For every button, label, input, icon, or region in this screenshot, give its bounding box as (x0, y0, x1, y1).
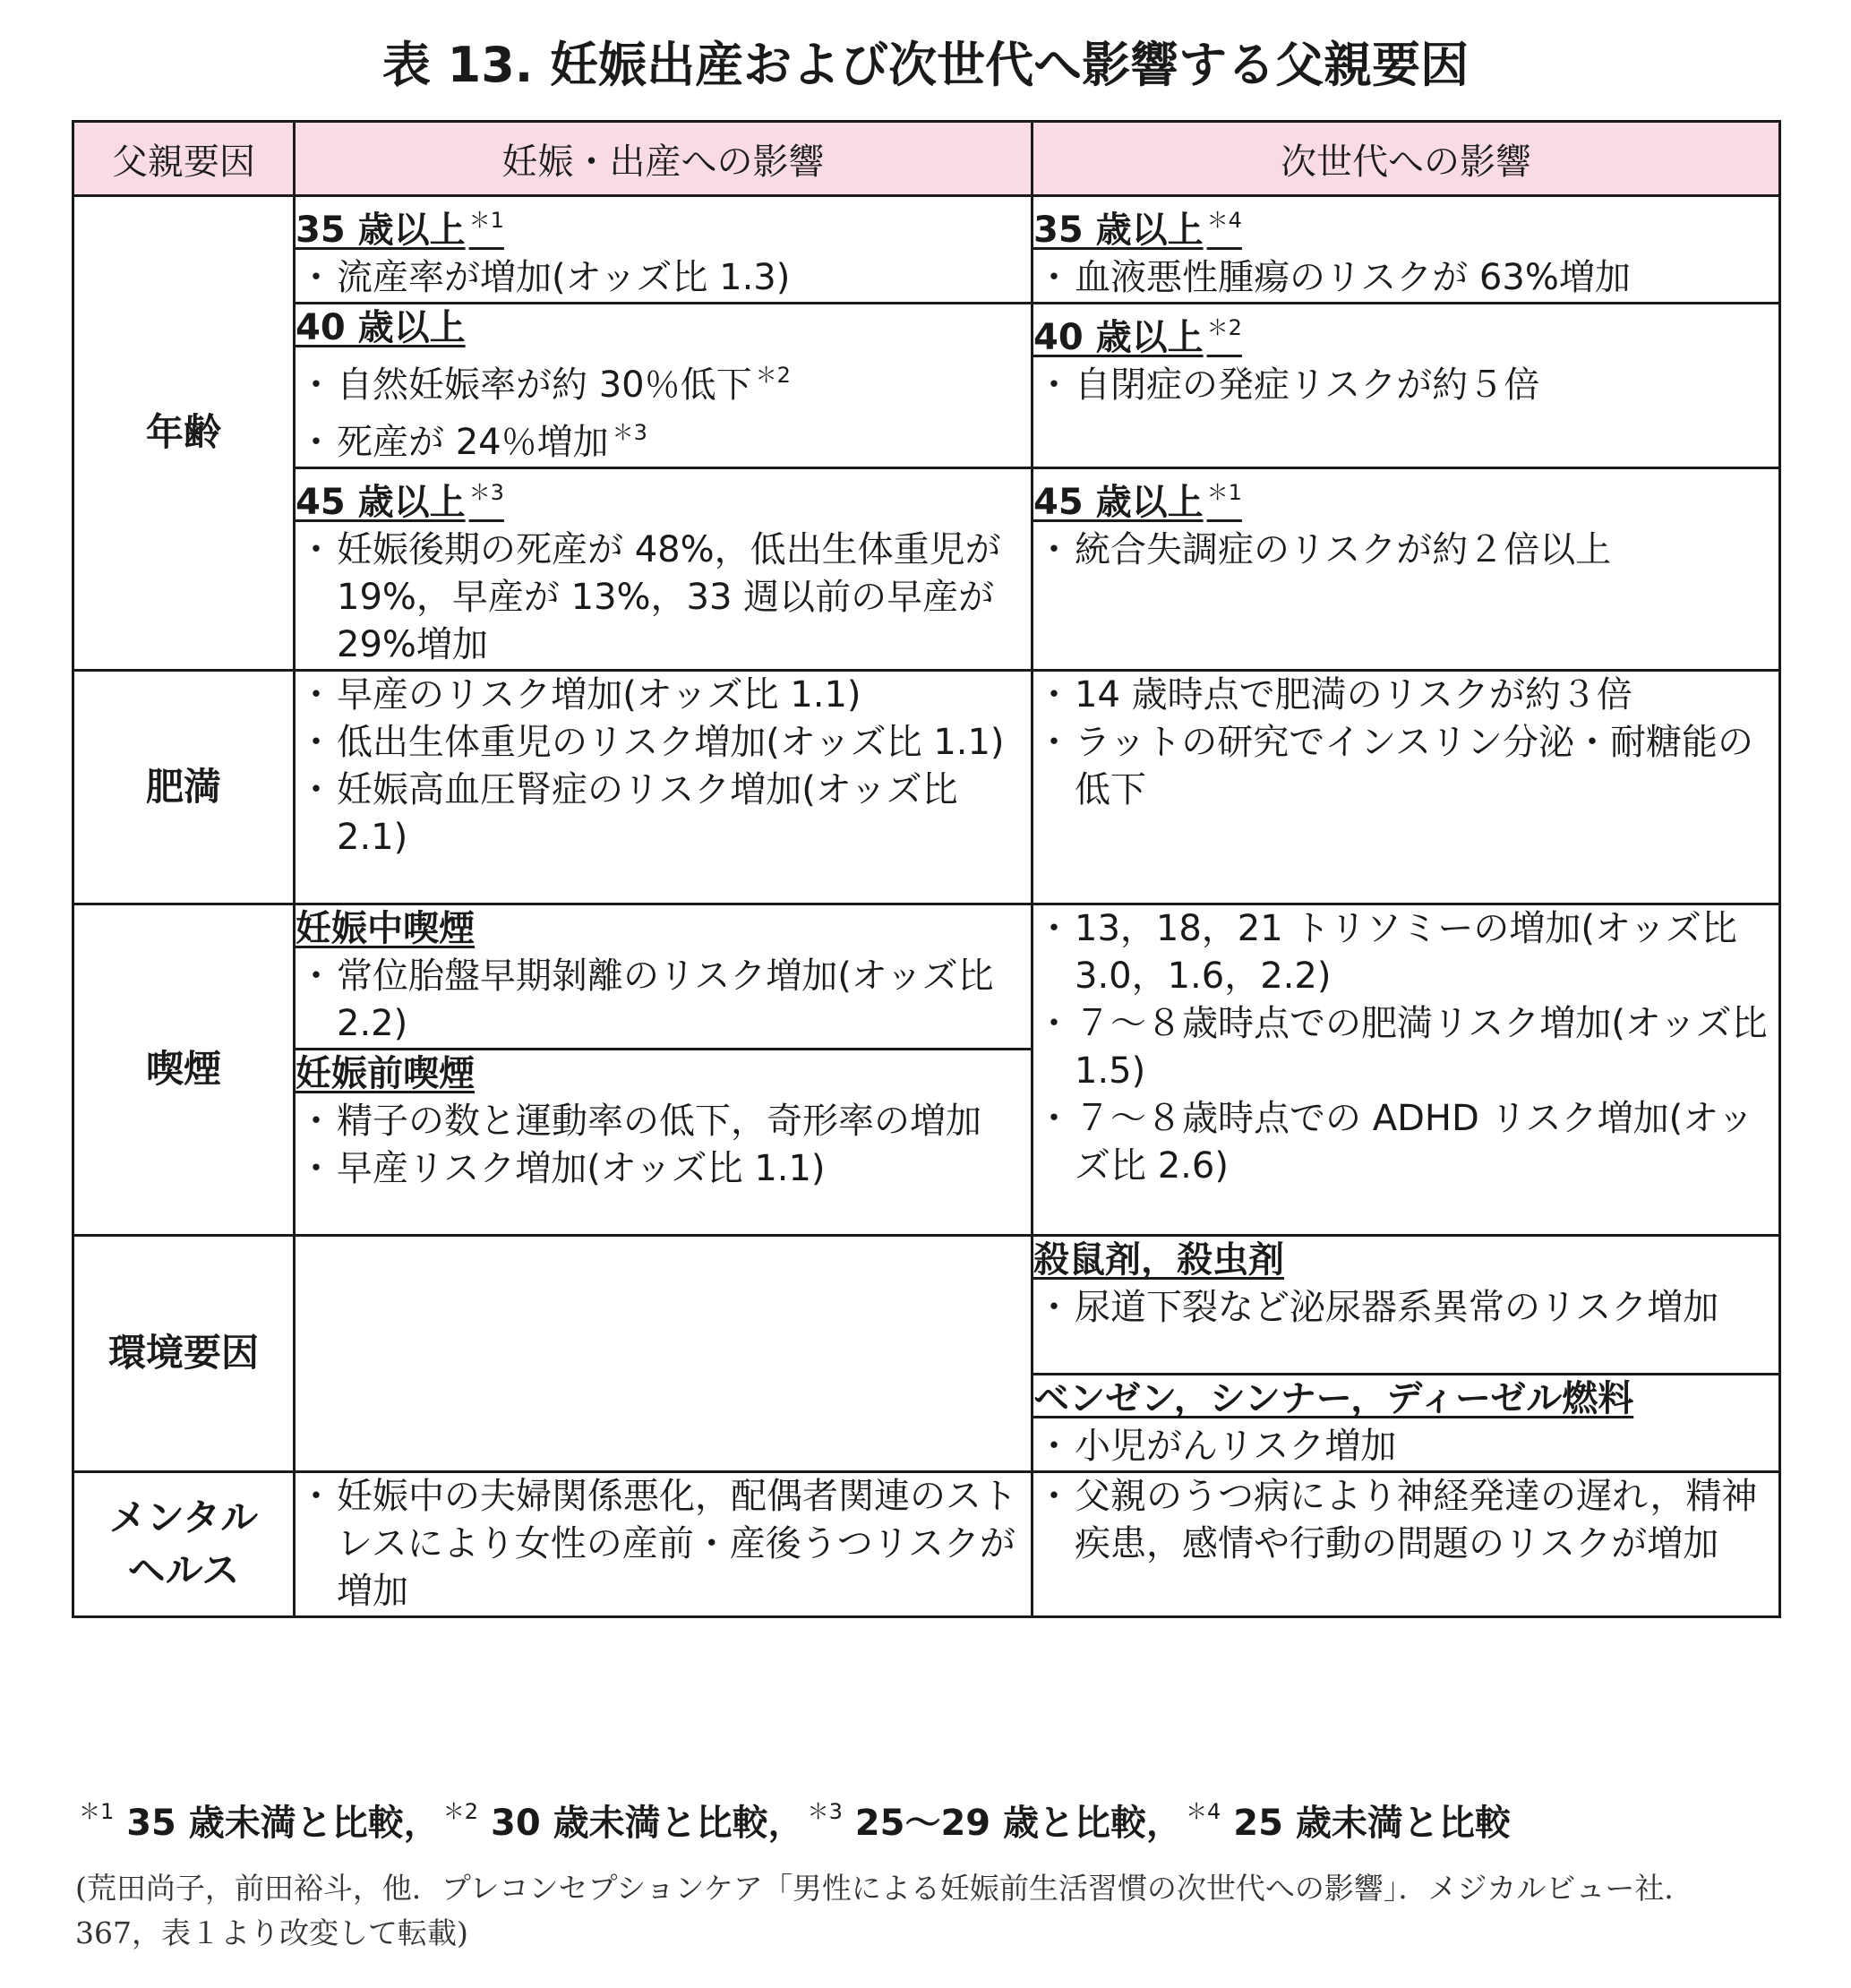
table-row (73, 904, 1780, 1050)
cell-heading: 45 歳以上 $^{*3}$ (296, 480, 504, 523)
cell-preg-mental (295, 1472, 1033, 1617)
cell-heading: 35 歳以上 $^{*1}$ (296, 208, 504, 251)
table-row (73, 1236, 1780, 1375)
footnote-comparisons: $^{*1}$ 35 歳未満と比較， $^{*2}$ 30 歳未満と比較， $^{*3}$ 25～29 歳と比較， $^{*4}$ 25 歳未満と比較 (79, 1799, 1511, 1844)
cell-heading: 妊娠中喫煙 (296, 908, 475, 949)
cell-next-environment-benzene (1033, 1375, 1780, 1472)
table-row (73, 468, 1780, 671)
list-item: ・ ラットの研究でインスリン分泌・耐糖能の低下 (1033, 719, 1778, 814)
cell-next-age-35 (1033, 196, 1780, 304)
cell-next-smoking (1033, 904, 1780, 1236)
list-item: ・ 死産が 24％増加 $^{*3}$ (296, 409, 1031, 467)
list-item: ・ 統合失調症のリスクが約２倍以上 (1033, 527, 1778, 574)
cell-heading: 45 歳以上 $^{*1}$ (1033, 480, 1242, 523)
factor-mental-health: メンタル ヘルス (73, 1472, 295, 1617)
factor-obesity: 肥満 (73, 671, 295, 904)
cell-next-obesity (1033, 671, 1780, 904)
cell-next-mental (1033, 1472, 1780, 1617)
cell-preg-age-40 (295, 304, 1033, 468)
table-title: 表 13. 妊娠出産および次世代へ影響する父親要因 (381, 37, 1470, 93)
table-row (73, 671, 1780, 904)
list-item: ・ 早産のリスク増加(オッズ比 1.1) (296, 672, 1031, 719)
cell-next-age-45 (1033, 468, 1780, 671)
factor-environment: 環境要因 (73, 1236, 295, 1472)
header-pregnancy: 妊娠・出産への影響 (295, 122, 1033, 196)
factor-age: 年齢 (73, 196, 295, 671)
source-citation: (荒田尚子，前田裕斗，他．プレコンセプションケア「男性による妊娠前生活習慣の次世代への影響」．メジカルビュー社．367，表１より改変して転載) (75, 1871, 1694, 1950)
cell-preg-smoking-during (295, 904, 1033, 1050)
header-row (73, 122, 1780, 196)
list-item: ・ 妊娠後期の死産が 48%，低出生体重児が 19%，早産が 13%，33 週以前の早産が 29%増加 (296, 527, 1031, 669)
cell-preg-age-45 (295, 468, 1033, 671)
cell-preg-environment-empty (295, 1236, 1033, 1472)
list-item: ・ 父親のうつ病により神経発達の遅れ，精神疾患，感情や行動の問題のリスクが増加 (1033, 1473, 1778, 1568)
list-item: ・ 14 歳時点で肥満のリスクが約３倍 (1033, 672, 1778, 719)
list-item: ・ 妊娠中の夫婦関係悪化，配偶者関連のストレスにより女性の産前・産後うつリスクが増加 (296, 1473, 1031, 1615)
cell-heading: 40 歳以上 $^{*2}$ (1033, 315, 1242, 358)
cell-preg-obesity (295, 671, 1033, 904)
cell-heading: 40 歳以上 (296, 307, 466, 348)
list-item: ・ 13，18，21 トリソミーの増加(オッズ比 3.0，1.6，2.2) (1033, 905, 1778, 1000)
cell-next-environment-pesticide (1033, 1236, 1780, 1375)
list-item: ・ 流産率が増加(オッズ比 1.3) (296, 254, 1031, 302)
list-item: ・ 自然妊娠率が約 30％低下 $^{*2}$ (296, 352, 1031, 409)
cell-preg-age-35 (295, 196, 1033, 304)
list-item: ・ 尿道下裂など泌尿器系異常のリスク増加 (1033, 1284, 1778, 1332)
list-item: ・ 常位胎盤早期剝離のリスク増加(オッズ比 2.2) (296, 953, 1031, 1048)
list-item: ・ 小児がんリスク増加 (1033, 1423, 1778, 1470)
list-item: ・ 早産リスク増加(オッズ比 1.1) (296, 1145, 1031, 1193)
list-item: ・ ７～８歳時点での ADHD リスク増加(オッズ比 2.6) (1033, 1095, 1778, 1190)
table-row (73, 196, 1780, 304)
factor-smoking: 喫煙 (73, 904, 295, 1236)
header-factor: 父親要因 (73, 122, 295, 196)
cell-heading: 妊娠前喫煙 (296, 1053, 475, 1094)
table-row (73, 1472, 1780, 1617)
cell-preg-smoking-before (295, 1050, 1033, 1236)
list-item: ・ 精子の数と運動率の低下，奇形率の増加 (296, 1098, 1031, 1145)
table-row (73, 304, 1780, 468)
cell-heading: 殺鼠剤，殺虫剤 (1033, 1239, 1284, 1281)
list-item: ・ 血液悪性腫瘍のリスクが 63%増加 (1033, 254, 1778, 302)
list-item: ・ 妊娠高血圧腎症のリスク増加(オッズ比 2.1) (296, 767, 1031, 861)
header-next-generation: 次世代への影響 (1033, 122, 1780, 196)
cell-heading: ベンゼン，シンナー，ディーゼル燃料 (1033, 1378, 1634, 1419)
cell-next-age-40 (1033, 304, 1780, 468)
cell-heading: 35 歳以上 $^{*4}$ (1033, 208, 1242, 251)
list-item: ・ 低出生体重児のリスク増加(オッズ比 1.1) (296, 719, 1031, 767)
list-item: ・ ７～８歳時点での肥満リスク増加(オッズ比 1.5) (1033, 1000, 1778, 1095)
paternal-factors-table (72, 120, 1781, 1618)
list-item: ・ 自閉症の発症リスクが約５倍 (1033, 362, 1778, 409)
